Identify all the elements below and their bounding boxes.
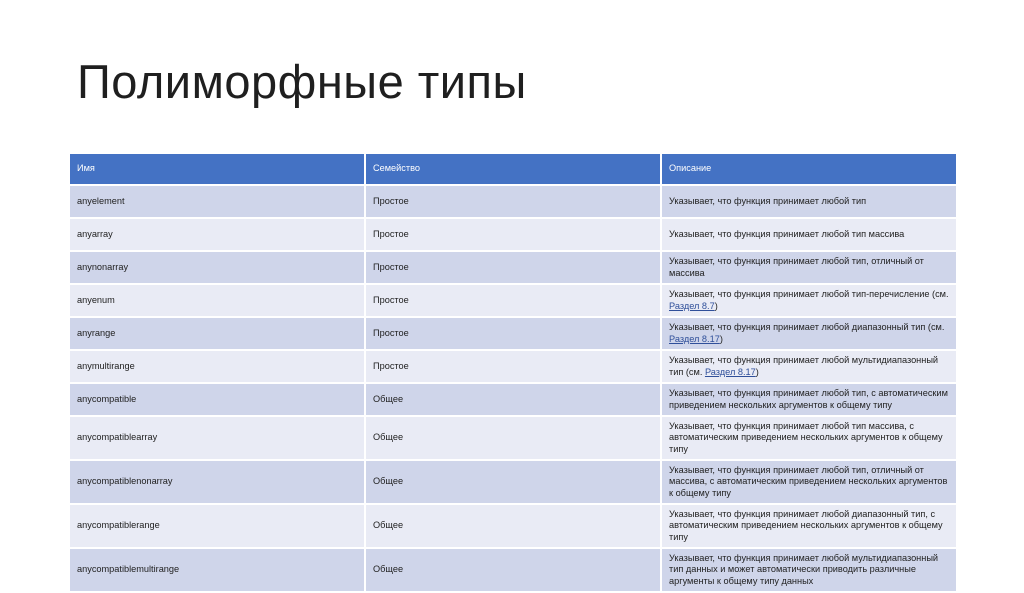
description-text-end: ) [719, 333, 723, 344]
cell-name: anyrange [69, 317, 365, 350]
polymorphic-types-table [68, 152, 958, 593]
table-row [69, 185, 957, 218]
table-row [69, 218, 957, 251]
cell-description: Указывает, что функция принимает любой тип, отличный от массива, с автоматическим приведением нескольких аргументов к общему типу [661, 460, 957, 504]
cell-family: Общее [365, 383, 661, 416]
section-link[interactable]: Раздел 8.17 [669, 333, 720, 344]
cell-description: Указывает, что функция принимает любой мультидиапазонный тип данных и может автоматически приводить различные аргументы к общему типу данных [661, 548, 957, 592]
cell-name: anymultirange [69, 350, 365, 383]
section-link[interactable]: Раздел 8.17 [704, 366, 756, 377]
table-row [69, 251, 957, 284]
cell-name: anynonarray [69, 251, 365, 284]
cell-description: Указывает, что функция принимает любой тип, отличный от массива [661, 251, 957, 284]
table-row [69, 350, 957, 383]
cell-name: anycompatible [69, 383, 365, 416]
cell-family: Общее [365, 460, 661, 504]
cell-description [661, 284, 957, 317]
description-text: Указывает, что функция принимает любой тип-перечисление (см. [669, 288, 949, 299]
cell-family: Общее [365, 548, 661, 592]
cell-description [661, 317, 957, 350]
table-row [69, 460, 957, 504]
slide-title: Полиморфные типы [77, 55, 527, 108]
table-row [69, 284, 957, 317]
description-text-end: ) [714, 300, 718, 311]
cell-family: Простое [365, 317, 661, 350]
cell-family: Простое [365, 251, 661, 284]
cell-family: Простое [365, 218, 661, 251]
cell-name: anycompatiblearray [69, 416, 365, 460]
cell-description: Указывает, что функция принимает любой диапазонный тип, с автоматическим приведением нескольких аргументов к общему типу [661, 504, 957, 548]
cell-name: anycompatiblemultirange [69, 548, 365, 592]
column-header-name: Имя [69, 153, 365, 185]
cell-description: Указывает, что функция принимает любой тип, с автоматическим приведением нескольких аргументов к общему типу [661, 383, 957, 416]
cell-family: Простое [365, 185, 661, 218]
table-row [69, 317, 957, 350]
description-text: Указывает, что функция принимает любой мультидиапазонный тип (см. [669, 354, 939, 377]
column-header-description: Описание [661, 153, 957, 185]
cell-description: Указывает, что функция принимает любой тип [661, 185, 957, 218]
cell-name: anyarray [69, 218, 365, 251]
cell-family: Простое [365, 284, 661, 317]
cell-family: Простое [365, 350, 661, 383]
table-row [69, 548, 957, 592]
column-header-family: Семейство [365, 153, 661, 185]
cell-name: anyelement [69, 185, 365, 218]
description-text: Указывает, что функция принимает любой диапазонный тип (см. [669, 321, 945, 332]
cell-name: anycompatiblenonarray [69, 460, 365, 504]
section-link[interactable]: Раздел 8.7 [669, 300, 715, 311]
cell-description [661, 350, 957, 383]
table-header-row [69, 153, 957, 185]
cell-description: Указывает, что функция принимает любой тип массива, с автоматическим приведением нескольких аргументов к общему типу [661, 416, 957, 460]
cell-family: Общее [365, 504, 661, 548]
cell-description: Указывает, что функция принимает любой тип массива [661, 218, 957, 251]
table-row [69, 504, 957, 548]
table-row [69, 416, 957, 460]
cell-name: anyenum [69, 284, 365, 317]
table-row [69, 383, 957, 416]
description-text-end: ) [755, 366, 759, 377]
cell-family: Общее [365, 416, 661, 460]
cell-name: anycompatiblerange [69, 504, 365, 548]
